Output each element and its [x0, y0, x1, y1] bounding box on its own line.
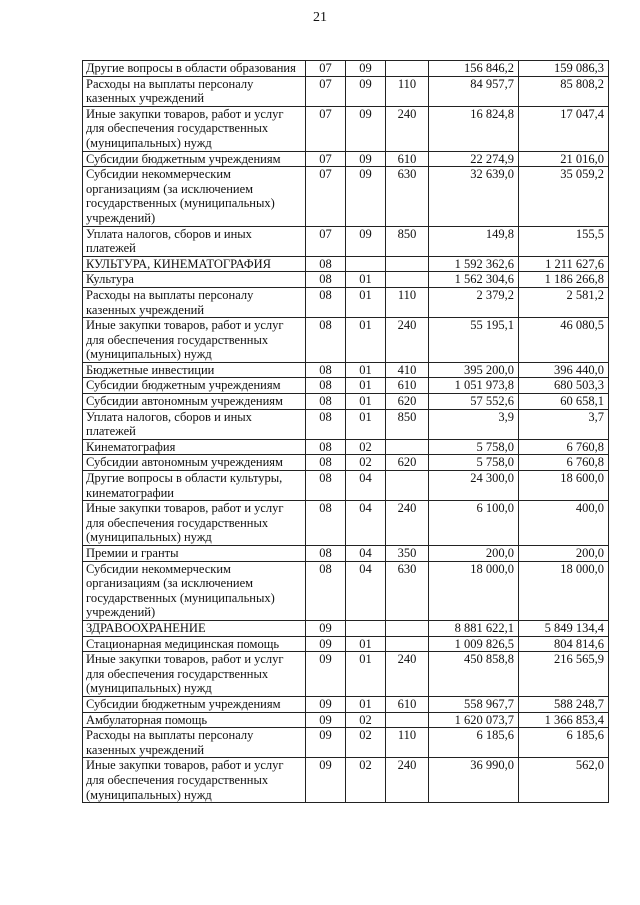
- expense-type-cell: [386, 712, 429, 728]
- subsection-code-cell: 01: [346, 287, 386, 317]
- amount-second-cell: 18 600,0: [519, 471, 609, 501]
- expense-type-cell: 610: [386, 378, 429, 394]
- amount-second-cell: 680 503,3: [519, 378, 609, 394]
- amount-second-cell: 21 016,0: [519, 151, 609, 167]
- subsection-code-cell: 04: [346, 561, 386, 620]
- subsection-code-cell: 01: [346, 652, 386, 697]
- section-code-cell: 09: [306, 620, 346, 636]
- expense-type-cell: 610: [386, 696, 429, 712]
- expense-type-cell: 110: [386, 76, 429, 106]
- expense-type-cell: 110: [386, 728, 429, 758]
- row-name-cell: Амбулаторная помощь: [83, 712, 306, 728]
- amount-second-cell: 18 000,0: [519, 561, 609, 620]
- expense-type-cell: [386, 256, 429, 272]
- table-row: [83, 362, 609, 378]
- subsection-code-cell: 01: [346, 378, 386, 394]
- section-code-cell: 08: [306, 272, 346, 288]
- amount-first-cell: 1 009 826,5: [429, 636, 519, 652]
- section-code-cell: 07: [306, 61, 346, 77]
- expense-type-cell: [386, 272, 429, 288]
- amount-first-cell: 55 195,1: [429, 318, 519, 363]
- row-name-cell: Стационарная медицинская помощь: [83, 636, 306, 652]
- section-code-cell: 09: [306, 758, 346, 803]
- table-row: [83, 318, 609, 363]
- expense-type-cell: 630: [386, 561, 429, 620]
- amount-second-cell: 588 248,7: [519, 696, 609, 712]
- subsection-code-cell: 09: [346, 167, 386, 226]
- amount-second-cell: 46 080,5: [519, 318, 609, 363]
- amount-first-cell: 22 274,9: [429, 151, 519, 167]
- table-row: [83, 501, 609, 546]
- row-name-cell: Уплата налогов, сборов и иных платежей: [83, 226, 306, 256]
- expense-type-cell: [386, 61, 429, 77]
- row-name-cell: Субсидии автономным учреждениям: [83, 394, 306, 410]
- section-code-cell: 08: [306, 471, 346, 501]
- expense-type-cell: [386, 620, 429, 636]
- budget-table: [82, 60, 609, 803]
- amount-first-cell: 200,0: [429, 546, 519, 562]
- expense-type-cell: 620: [386, 455, 429, 471]
- section-code-cell: 09: [306, 696, 346, 712]
- row-name-cell: Иные закупки товаров, работ и услуг для обеспечения государственных (муниципальных) нужд: [83, 652, 306, 697]
- amount-second-cell: 5 849 134,4: [519, 620, 609, 636]
- amount-first-cell: 6 100,0: [429, 501, 519, 546]
- section-code-cell: 08: [306, 409, 346, 439]
- table-row: [83, 561, 609, 620]
- amount-second-cell: 216 565,9: [519, 652, 609, 697]
- amount-second-cell: 155,5: [519, 226, 609, 256]
- row-name-cell: Бюджетные инвестиции: [83, 362, 306, 378]
- row-name-cell: Субсидии автономным учреждениям: [83, 455, 306, 471]
- section-code-cell: 08: [306, 561, 346, 620]
- amount-first-cell: 558 967,7: [429, 696, 519, 712]
- amount-second-cell: 1 211 627,6: [519, 256, 609, 272]
- section-code-cell: 08: [306, 394, 346, 410]
- amount-second-cell: 35 059,2: [519, 167, 609, 226]
- subsection-code-cell: 09: [346, 61, 386, 77]
- section-code-cell: 09: [306, 712, 346, 728]
- subsection-code-cell: 02: [346, 758, 386, 803]
- expense-type-cell: 410: [386, 362, 429, 378]
- table-row: [83, 758, 609, 803]
- expense-type-cell: 240: [386, 652, 429, 697]
- amount-second-cell: 1 186 266,8: [519, 272, 609, 288]
- amount-first-cell: 395 200,0: [429, 362, 519, 378]
- section-code-cell: 09: [306, 728, 346, 758]
- table-row: [83, 151, 609, 167]
- amount-second-cell: 85 808,2: [519, 76, 609, 106]
- table-row: [83, 439, 609, 455]
- amount-second-cell: 200,0: [519, 546, 609, 562]
- expense-type-cell: [386, 439, 429, 455]
- amount-first-cell: 1 592 362,6: [429, 256, 519, 272]
- table-row: [83, 546, 609, 562]
- row-name-cell: Субсидии бюджетным учреждениям: [83, 151, 306, 167]
- section-code-cell: 07: [306, 226, 346, 256]
- subsection-code-cell: [346, 620, 386, 636]
- subsection-code-cell: 01: [346, 272, 386, 288]
- amount-first-cell: 24 300,0: [429, 471, 519, 501]
- table-row: [83, 728, 609, 758]
- amount-first-cell: 156 846,2: [429, 61, 519, 77]
- table-row: [83, 696, 609, 712]
- expense-type-cell: 240: [386, 318, 429, 363]
- row-name-cell: Иные закупки товаров, работ и услуг для обеспечения государственных (муниципальных) нужд: [83, 106, 306, 151]
- section-code-cell: 08: [306, 501, 346, 546]
- table-row: [83, 226, 609, 256]
- subsection-code-cell: 09: [346, 151, 386, 167]
- table-row: [83, 409, 609, 439]
- amount-first-cell: 32 639,0: [429, 167, 519, 226]
- amount-first-cell: 57 552,6: [429, 394, 519, 410]
- amount-first-cell: 1 562 304,6: [429, 272, 519, 288]
- row-name-cell: КУЛЬТУРА, КИНЕМАТОГРАФИЯ: [83, 256, 306, 272]
- amount-first-cell: 16 824,8: [429, 106, 519, 151]
- amount-first-cell: 36 990,0: [429, 758, 519, 803]
- section-code-cell: 07: [306, 106, 346, 151]
- table-row: [83, 256, 609, 272]
- page-number: 21: [313, 10, 327, 25]
- amount-first-cell: 18 000,0: [429, 561, 519, 620]
- row-name-cell: Субсидии бюджетным учреждениям: [83, 378, 306, 394]
- table-row: [83, 287, 609, 317]
- expense-type-cell: 240: [386, 106, 429, 151]
- subsection-code-cell: 09: [346, 226, 386, 256]
- row-name-cell: Расходы на выплаты персоналу казенных учреждений: [83, 76, 306, 106]
- subsection-code-cell: 04: [346, 546, 386, 562]
- subsection-code-cell: [346, 256, 386, 272]
- section-code-cell: 07: [306, 76, 346, 106]
- row-name-cell: Субсидии бюджетным учреждениям: [83, 696, 306, 712]
- amount-first-cell: 84 957,7: [429, 76, 519, 106]
- section-code-cell: 08: [306, 439, 346, 455]
- expense-type-cell: 850: [386, 409, 429, 439]
- table-row: [83, 652, 609, 697]
- subsection-code-cell: 09: [346, 76, 386, 106]
- row-name-cell: Кинематография: [83, 439, 306, 455]
- subsection-code-cell: 01: [346, 409, 386, 439]
- row-name-cell: Субсидии некоммерческим организациям (за исключением государственных (муниципальных) учреждений): [83, 561, 306, 620]
- table-row: [83, 61, 609, 77]
- expense-type-cell: 610: [386, 151, 429, 167]
- row-name-cell: Культура: [83, 272, 306, 288]
- row-name-cell: Расходы на выплаты персоналу казенных учреждений: [83, 287, 306, 317]
- expense-type-cell: 240: [386, 501, 429, 546]
- amount-second-cell: 1 366 853,4: [519, 712, 609, 728]
- table-row: [83, 394, 609, 410]
- subsection-code-cell: 01: [346, 636, 386, 652]
- subsection-code-cell: 01: [346, 362, 386, 378]
- row-name-cell: Иные закупки товаров, работ и услуг для обеспечения государственных (муниципальных) нужд: [83, 318, 306, 363]
- subsection-code-cell: 02: [346, 439, 386, 455]
- amount-first-cell: 3,9: [429, 409, 519, 439]
- amount-first-cell: 1 620 073,7: [429, 712, 519, 728]
- table-row: [83, 167, 609, 226]
- row-name-cell: Другие вопросы в области образования: [83, 61, 306, 77]
- row-name-cell: Субсидии некоммерческим организациям (за исключением государственных (муниципальных) учреждений): [83, 167, 306, 226]
- section-code-cell: 09: [306, 652, 346, 697]
- subsection-code-cell: 04: [346, 501, 386, 546]
- section-code-cell: 08: [306, 362, 346, 378]
- subsection-code-cell: 01: [346, 318, 386, 363]
- section-code-cell: 08: [306, 378, 346, 394]
- expense-type-cell: 350: [386, 546, 429, 562]
- subsection-code-cell: 02: [346, 728, 386, 758]
- amount-first-cell: 450 858,8: [429, 652, 519, 697]
- table-row: [83, 620, 609, 636]
- expense-type-cell: 620: [386, 394, 429, 410]
- section-code-cell: 09: [306, 636, 346, 652]
- amount-second-cell: 3,7: [519, 409, 609, 439]
- amount-second-cell: 6 760,8: [519, 439, 609, 455]
- table-row: [83, 712, 609, 728]
- table-row: [83, 272, 609, 288]
- amount-first-cell: 6 185,6: [429, 728, 519, 758]
- section-code-cell: 07: [306, 167, 346, 226]
- amount-second-cell: 400,0: [519, 501, 609, 546]
- amount-first-cell: 149,8: [429, 226, 519, 256]
- row-name-cell: Премии и гранты: [83, 546, 306, 562]
- section-code-cell: 07: [306, 151, 346, 167]
- subsection-code-cell: 01: [346, 394, 386, 410]
- section-code-cell: 08: [306, 287, 346, 317]
- expense-type-cell: [386, 636, 429, 652]
- amount-first-cell: 2 379,2: [429, 287, 519, 317]
- amount-second-cell: 562,0: [519, 758, 609, 803]
- amount-first-cell: 5 758,0: [429, 439, 519, 455]
- subsection-code-cell: 02: [346, 712, 386, 728]
- expense-type-cell: 110: [386, 287, 429, 317]
- amount-second-cell: 6 760,8: [519, 455, 609, 471]
- amount-second-cell: 2 581,2: [519, 287, 609, 317]
- section-code-cell: 08: [306, 546, 346, 562]
- table-row: [83, 378, 609, 394]
- amount-first-cell: 1 051 973,8: [429, 378, 519, 394]
- row-name-cell: ЗДРАВООХРАНЕНИЕ: [83, 620, 306, 636]
- section-code-cell: 08: [306, 455, 346, 471]
- budget-table-body: [83, 61, 609, 803]
- expense-type-cell: [386, 471, 429, 501]
- table-row: [83, 455, 609, 471]
- table-row: [83, 636, 609, 652]
- row-name-cell: Иные закупки товаров, работ и услуг для обеспечения государственных (муниципальных) нужд: [83, 501, 306, 546]
- row-name-cell: Расходы на выплаты персоналу казенных учреждений: [83, 728, 306, 758]
- row-name-cell: Иные закупки товаров, работ и услуг для обеспечения государственных (муниципальных) нужд: [83, 758, 306, 803]
- subsection-code-cell: 02: [346, 455, 386, 471]
- section-code-cell: 08: [306, 318, 346, 363]
- row-name-cell: Другие вопросы в области культуры, кинематографии: [83, 471, 306, 501]
- amount-second-cell: 396 440,0: [519, 362, 609, 378]
- amount-first-cell: 5 758,0: [429, 455, 519, 471]
- subsection-code-cell: 04: [346, 471, 386, 501]
- amount-second-cell: 60 658,1: [519, 394, 609, 410]
- amount-first-cell: 8 881 622,1: [429, 620, 519, 636]
- amount-second-cell: 6 185,6: [519, 728, 609, 758]
- table-row: [83, 76, 609, 106]
- row-name-cell: Уплата налогов, сборов и иных платежей: [83, 409, 306, 439]
- subsection-code-cell: 01: [346, 696, 386, 712]
- expense-type-cell: 850: [386, 226, 429, 256]
- section-code-cell: 08: [306, 256, 346, 272]
- expense-type-cell: 630: [386, 167, 429, 226]
- table-row: [83, 471, 609, 501]
- amount-second-cell: 159 086,3: [519, 61, 609, 77]
- amount-second-cell: 17 047,4: [519, 106, 609, 151]
- table-row: [83, 106, 609, 151]
- subsection-code-cell: 09: [346, 106, 386, 151]
- expense-type-cell: 240: [386, 758, 429, 803]
- amount-second-cell: 804 814,6: [519, 636, 609, 652]
